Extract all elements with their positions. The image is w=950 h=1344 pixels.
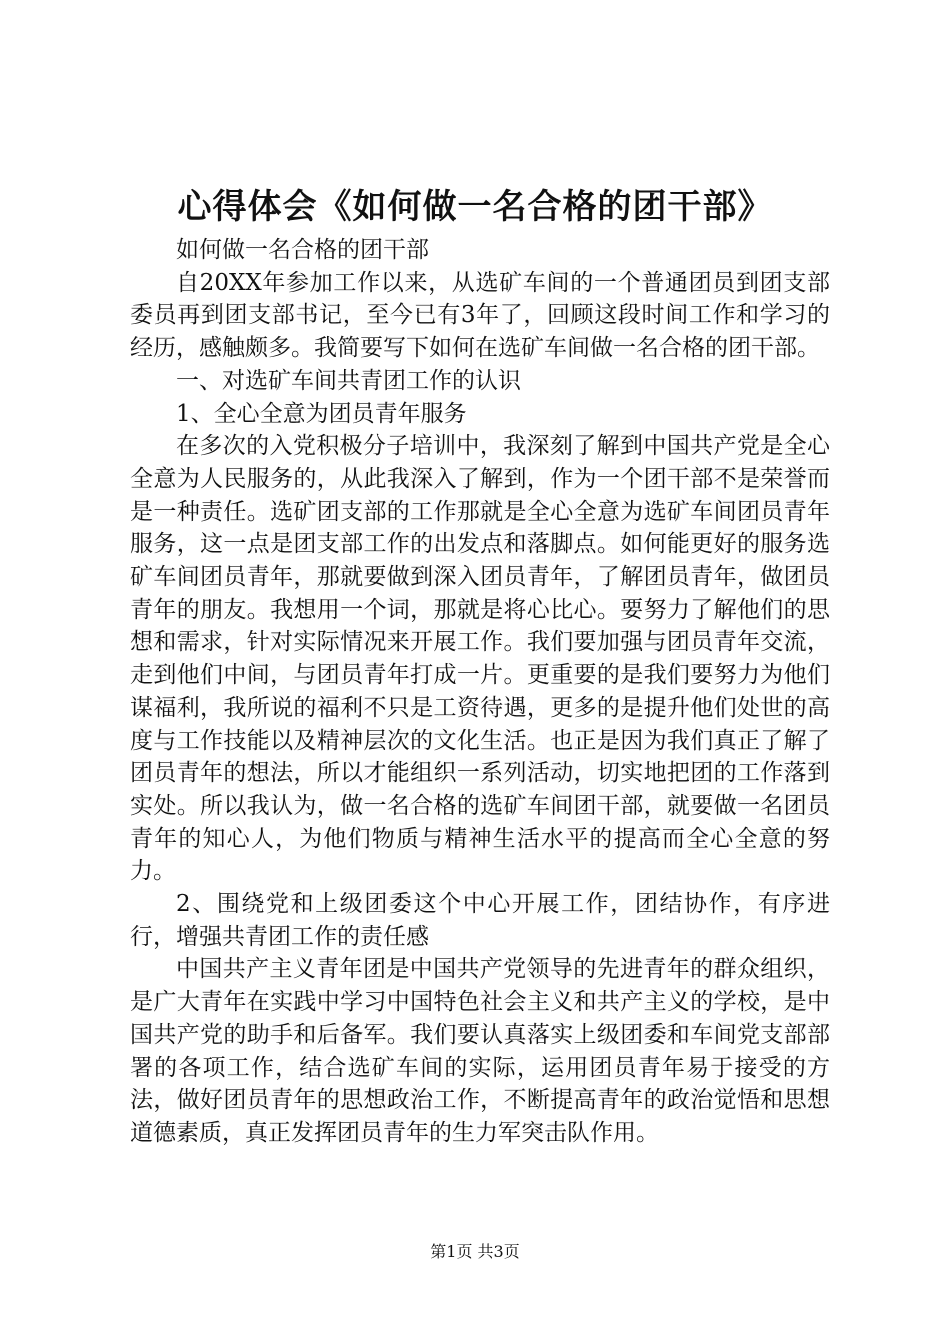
body-paragraph: 中国共产主义青年团是中国共产党领导的先进青年的群众组织，是广大青年在实践中学习中国特色社会主义和共产主义的学校，是中国共产党的助手和后备军。我们要认真落实上级团委和车间党支部部署的各项工作，结合选矿车间的实际，运用团员青年易于接受的方法，做好团员青年的思想政治工作，不断提高青年的政治觉悟和思想道德素质，真正发挥团员青年的生力军突击队作用。 <box>130 956 830 1146</box>
subtitle-paragraph: 如何做一名合格的团干部 <box>176 237 429 263</box>
page-footer: 第1页 共3页 <box>430 1242 520 1261</box>
intro-paragraph: 自20XX年参加工作以来，从选矿车间的一个普通团员到团支部委员再到团支部书记，至今已有3年了，回顾这段时间工作和学习的经历，感触颇多。我简要写下如何在选矿车间做一名合格的团干部。 <box>130 269 830 362</box>
subsection-heading: 2、围绕党和上级团委这个中心开展工作，团结协作，有序进行，增强共青团工作的责任感 <box>130 891 830 950</box>
document-title: 心得体会《如何做一名合格的团干部》 <box>177 187 773 227</box>
body-paragraph: 在多次的入党积极分子培训中，我深刻了解到中国共产党是全心全意为人民服务的，从此我深入了解到，作为一个团干部不是荣誉而是一种责任。选矿团支部的工作那就是全心全意为选矿车间团员青年服务，这一点是团支部工作的出发点和落脚点。如何能更好的服务选矿车间团员青年，那就要做到深入团员青年，了解团员青年，做团员青年的朋友。我想用一个词，那就是将心比心。要努力了解他们的思想和需求，针对实际情况来开展工作。我们要加强与团员青年交流，走到他们中间，与团员青年打成一片。更重要的是我们要努力为他们谋福利，我所说的福利不只是工资待遇，更多的是提升他们处世的高度与工作技能以及精神层次的文化生活。也正是因为我们真正了解了团员青年的想法，所以才能组织一系列活动，切实地把团的工作落到实处。所以我认为，做一名合格的选矿车间团干部，就要做一名团员青年的知心人，为他们物质与精神生活水平的提高而全心全意的努力。 <box>130 433 830 885</box>
document-body <box>130 234 830 1150</box>
subsection-heading: 1、全心全意为团员青年服务 <box>176 400 467 427</box>
section-heading: 一、对选矿车间共青团工作的认识 <box>176 367 521 394</box>
